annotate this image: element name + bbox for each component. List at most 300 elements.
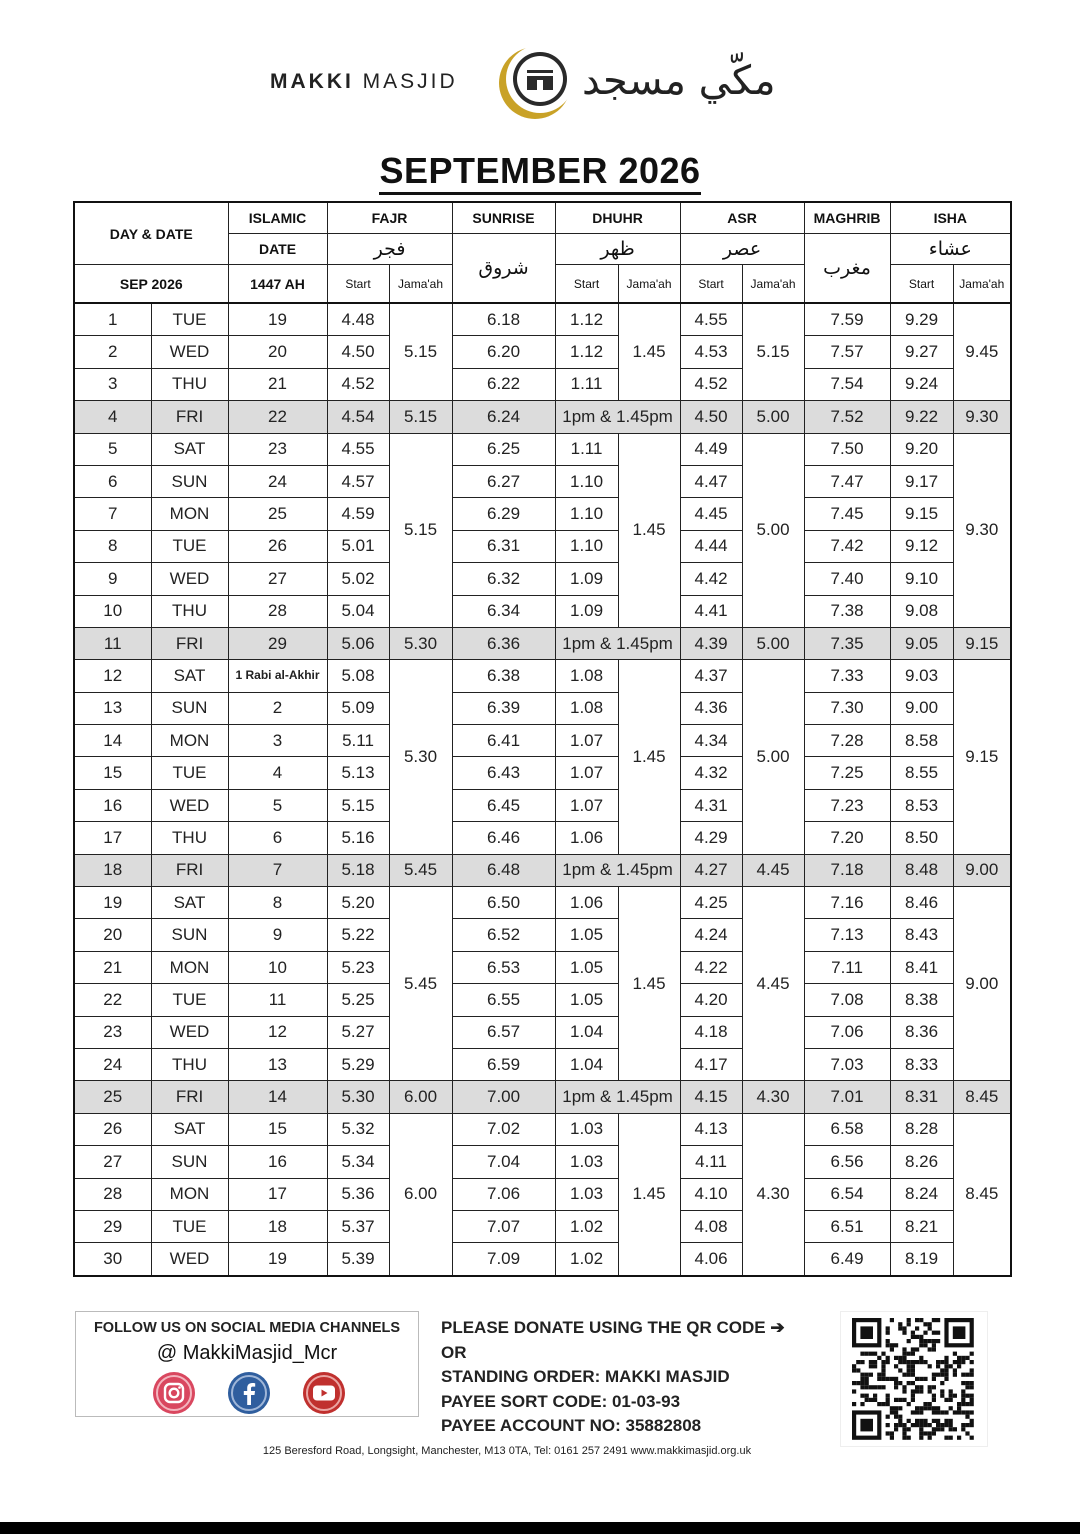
cell-fajr-jamaah: 6.00	[389, 1113, 452, 1275]
cell-fajr-jamaah: 5.15	[389, 433, 452, 627]
cell-fajr-start: 5.13	[327, 757, 389, 789]
cell-maghrib: 7.16	[804, 887, 890, 919]
cell-dhuhr-start: 1.06	[555, 822, 618, 854]
cell-date: 27	[74, 1146, 151, 1178]
cell-isha-start: 8.24	[890, 1178, 953, 1210]
cell-asr-start: 4.47	[680, 465, 742, 497]
cell-date: 8	[74, 530, 151, 562]
prayer-timetable	[73, 201, 1012, 1277]
cell-isha-start: 8.41	[890, 951, 953, 983]
cell-isha-start: 9.17	[890, 465, 953, 497]
cell-maghrib: 7.28	[804, 725, 890, 757]
cell-maghrib: 7.25	[804, 757, 890, 789]
cell-day: SAT	[151, 887, 228, 919]
cell-day: THU	[151, 595, 228, 627]
cell-date: 17	[74, 822, 151, 854]
cell-asr-start: 4.18	[680, 1016, 742, 1048]
table-row	[74, 887, 1011, 919]
cell-dhuhr-start: 1.05	[555, 984, 618, 1016]
cell-fajr-start: 4.54	[327, 401, 389, 433]
cell-day: WED	[151, 336, 228, 368]
cell-hijri: 4	[228, 757, 327, 789]
cell-hijri: 25	[228, 498, 327, 530]
cell-fajr-start: 5.34	[327, 1146, 389, 1178]
header-dhuhr-start: Start	[555, 265, 618, 304]
cell-isha-start: 9.24	[890, 368, 953, 400]
cell-asr-jamaah: 5.00	[742, 401, 804, 433]
cell-date: 7	[74, 498, 151, 530]
cell-sunrise: 6.59	[452, 1048, 555, 1080]
cell-isha-start: 8.19	[890, 1243, 953, 1276]
cell-hijri: 19	[228, 303, 327, 336]
cell-dhuhr-jamaah: 1.45	[618, 1113, 680, 1275]
cell-maghrib: 7.06	[804, 1016, 890, 1048]
cell-isha-jamaah: 8.45	[953, 1113, 1011, 1275]
cell-date: 25	[74, 1081, 151, 1113]
table-row	[74, 984, 1011, 1016]
cell-asr-start: 4.42	[680, 563, 742, 595]
cell-hijri: 23	[228, 433, 327, 465]
cell-sunrise: 6.45	[452, 789, 555, 821]
header-isha-arabic: عشاء	[890, 234, 1011, 265]
cell-dhuhr-start: 1.02	[555, 1210, 618, 1242]
cell-maghrib: 7.01	[804, 1081, 890, 1113]
cell-date: 30	[74, 1243, 151, 1276]
cell-dhuhr-start: 1.12	[555, 336, 618, 368]
cell-dhuhr-friday: 1pm & 1.45pm	[555, 1081, 680, 1113]
cell-hijri: 20	[228, 336, 327, 368]
cell-date: 28	[74, 1178, 151, 1210]
cell-asr-start: 4.17	[680, 1048, 742, 1080]
table-row	[74, 822, 1011, 854]
cell-date: 4	[74, 401, 151, 433]
cell-fajr-start: 5.36	[327, 1178, 389, 1210]
cell-isha-start: 9.22	[890, 401, 953, 433]
cell-hijri: 15	[228, 1113, 327, 1145]
cell-sunrise: 6.46	[452, 822, 555, 854]
cell-asr-start: 4.13	[680, 1113, 742, 1145]
cell-fajr-jamaah: 6.00	[389, 1081, 452, 1113]
social-title: FOLLOW US ON SOCIAL MEDIA CHANNELS	[93, 1320, 401, 1336]
cell-asr-start: 4.55	[680, 303, 742, 336]
page-header	[0, 40, 1080, 125]
cell-asr-start: 4.11	[680, 1146, 742, 1178]
cell-asr-jamaah: 4.30	[742, 1081, 804, 1113]
cell-day: FRI	[151, 1081, 228, 1113]
cell-isha-start: 8.53	[890, 789, 953, 821]
cell-fajr-start: 4.48	[327, 303, 389, 336]
cell-hijri: 16	[228, 1146, 327, 1178]
cell-dhuhr-start: 1.10	[555, 530, 618, 562]
cell-isha-jamaah: 9.15	[953, 660, 1011, 854]
cell-day: TUE	[151, 984, 228, 1016]
cell-day: WED	[151, 789, 228, 821]
page-title: SEPTEMBER 2026	[0, 150, 1080, 192]
cell-sunrise: 7.07	[452, 1210, 555, 1242]
cell-date: 18	[74, 854, 151, 886]
header-asr-start: Start	[680, 265, 742, 304]
table-row	[74, 1016, 1011, 1048]
cell-sunrise: 7.06	[452, 1178, 555, 1210]
cell-dhuhr-start: 1.09	[555, 595, 618, 627]
cell-day: TUE	[151, 303, 228, 336]
cell-asr-start: 4.08	[680, 1210, 742, 1242]
cell-fajr-jamaah: 5.30	[389, 660, 452, 854]
cell-dhuhr-start: 1.04	[555, 1016, 618, 1048]
cell-asr-start: 4.44	[680, 530, 742, 562]
cell-hijri: 19	[228, 1243, 327, 1276]
header-maghrib: MAGHRIB	[804, 202, 890, 234]
cell-isha-jamaah: 9.45	[953, 303, 1011, 401]
cell-day: SAT	[151, 1113, 228, 1145]
cell-sunrise: 7.04	[452, 1146, 555, 1178]
cell-dhuhr-start: 1.03	[555, 1178, 618, 1210]
header-fajr: FAJR	[327, 202, 452, 234]
cell-date: 6	[74, 465, 151, 497]
cell-asr-start: 4.52	[680, 368, 742, 400]
cell-sunrise: 6.25	[452, 433, 555, 465]
qr-code-icon	[841, 1312, 987, 1446]
cell-day: WED	[151, 1243, 228, 1276]
cell-fajr-jamaah: 5.30	[389, 627, 452, 659]
cell-fajr-start: 5.22	[327, 919, 389, 951]
cell-asr-jamaah: 4.45	[742, 854, 804, 886]
cell-asr-start: 4.15	[680, 1081, 742, 1113]
cell-date: 21	[74, 951, 151, 983]
cell-fajr-start: 4.52	[327, 368, 389, 400]
cell-hijri: 17	[228, 1178, 327, 1210]
cell-asr-start: 4.27	[680, 854, 742, 886]
cell-asr-jamaah: 5.00	[742, 660, 804, 854]
cell-hijri: 1 Rabi al-Akhir	[228, 660, 327, 692]
cell-asr-jamaah: 5.00	[742, 433, 804, 627]
donate-line-1: PLEASE DONATE USING THE QR CODE ➔	[441, 1318, 785, 1337]
cell-dhuhr-start: 1.07	[555, 725, 618, 757]
cell-date: 29	[74, 1210, 151, 1242]
cell-dhuhr-friday: 1pm & 1.45pm	[555, 627, 680, 659]
cell-dhuhr-start: 1.07	[555, 757, 618, 789]
social-media-box	[75, 1311, 419, 1417]
cell-isha-start: 8.31	[890, 1081, 953, 1113]
cell-dhuhr-start: 1.04	[555, 1048, 618, 1080]
cell-day: SAT	[151, 433, 228, 465]
cell-dhuhr-jamaah: 1.45	[618, 660, 680, 854]
header-date: DATE	[228, 234, 327, 265]
masjid-logo-icon	[496, 44, 574, 122]
cell-hijri: 12	[228, 1016, 327, 1048]
cell-isha-start: 9.05	[890, 627, 953, 659]
cell-fajr-start: 5.15	[327, 789, 389, 821]
cell-hijri: 7	[228, 854, 327, 886]
cell-day: SUN	[151, 919, 228, 951]
header-dhuhr: DHUHR	[555, 202, 680, 234]
cell-sunrise: 6.29	[452, 498, 555, 530]
cell-dhuhr-start: 1.02	[555, 1243, 618, 1276]
cell-dhuhr-start: 1.11	[555, 433, 618, 465]
table-row	[74, 692, 1011, 724]
cell-fajr-start: 5.01	[327, 530, 389, 562]
cell-fajr-jamaah: 5.15	[389, 401, 452, 433]
table-row	[74, 660, 1011, 692]
cell-date: 15	[74, 757, 151, 789]
cell-fajr-start: 5.37	[327, 1210, 389, 1242]
table-row	[74, 1048, 1011, 1080]
cell-fajr-start: 5.25	[327, 984, 389, 1016]
cell-sunrise: 6.55	[452, 984, 555, 1016]
table-row	[74, 1146, 1011, 1178]
cell-day: TUE	[151, 1210, 228, 1242]
cell-isha-start: 9.12	[890, 530, 953, 562]
cell-day: THU	[151, 1048, 228, 1080]
table-row	[74, 1243, 1011, 1276]
cell-maghrib: 7.03	[804, 1048, 890, 1080]
cell-fajr-start: 5.06	[327, 627, 389, 659]
cell-isha-start: 9.27	[890, 336, 953, 368]
donate-line-3: STANDING ORDER: MAKKI MASJID	[441, 1367, 730, 1386]
cell-sunrise: 7.02	[452, 1113, 555, 1145]
cell-isha-start: 9.20	[890, 433, 953, 465]
facebook-icon[interactable]	[227, 1371, 271, 1415]
cell-isha-start: 8.55	[890, 757, 953, 789]
cell-day: THU	[151, 822, 228, 854]
cell-fajr-jamaah: 5.15	[389, 303, 452, 401]
cell-sunrise: 6.48	[452, 854, 555, 886]
cell-fajr-jamaah: 5.45	[389, 854, 452, 886]
cell-asr-start: 4.25	[680, 887, 742, 919]
donation-info	[441, 1316, 785, 1439]
cell-sunrise: 6.24	[452, 401, 555, 433]
cell-hijri: 10	[228, 951, 327, 983]
table-row	[74, 563, 1011, 595]
table-row	[74, 854, 1011, 886]
cell-asr-start: 4.45	[680, 498, 742, 530]
cell-isha-start: 8.58	[890, 725, 953, 757]
cell-dhuhr-start: 1.10	[555, 465, 618, 497]
header-dhuhr-jamaah: Jama'ah	[618, 265, 680, 304]
cell-maghrib: 6.49	[804, 1243, 890, 1276]
cell-asr-start: 4.39	[680, 627, 742, 659]
table-row	[74, 1081, 1011, 1113]
cell-day: MON	[151, 1178, 228, 1210]
cell-hijri: 21	[228, 368, 327, 400]
cell-hijri: 13	[228, 1048, 327, 1080]
cell-sunrise: 6.39	[452, 692, 555, 724]
bottom-bar	[0, 1522, 1080, 1534]
cell-day: MON	[151, 498, 228, 530]
cell-hijri: 18	[228, 1210, 327, 1242]
cell-day: FRI	[151, 401, 228, 433]
cell-asr-start: 4.29	[680, 822, 742, 854]
cell-maghrib: 7.13	[804, 919, 890, 951]
cell-isha-start: 9.03	[890, 660, 953, 692]
donate-line-5: PAYEE ACCOUNT NO: 35882808	[441, 1416, 702, 1435]
cell-maghrib: 6.51	[804, 1210, 890, 1242]
cell-maghrib: 7.40	[804, 563, 890, 595]
cell-dhuhr-jamaah: 1.45	[618, 433, 680, 627]
cell-date: 16	[74, 789, 151, 821]
cell-asr-start: 4.31	[680, 789, 742, 821]
donate-line-2: OR	[441, 1342, 467, 1362]
header-isha: ISHA	[890, 202, 1011, 234]
timetable-body	[74, 303, 1011, 1276]
cell-sunrise: 6.41	[452, 725, 555, 757]
cell-hijri: 6	[228, 822, 327, 854]
header-isha-start: Start	[890, 265, 953, 304]
cell-day: MON	[151, 951, 228, 983]
cell-isha-jamaah: 9.00	[953, 887, 1011, 1081]
cell-maghrib: 7.23	[804, 789, 890, 821]
cell-fajr-start: 5.09	[327, 692, 389, 724]
cell-sunrise: 6.20	[452, 336, 555, 368]
cell-isha-jamaah: 9.30	[953, 433, 1011, 627]
cell-day: MON	[151, 725, 228, 757]
cell-dhuhr-start: 1.03	[555, 1113, 618, 1145]
cell-sunrise: 6.18	[452, 303, 555, 336]
cell-sunrise: 7.09	[452, 1243, 555, 1276]
cell-isha-start: 9.29	[890, 303, 953, 336]
cell-day: TUE	[151, 530, 228, 562]
cell-hijri: 22	[228, 401, 327, 433]
cell-day: SUN	[151, 1146, 228, 1178]
table-row	[74, 1113, 1011, 1145]
header-maghrib-arabic: مغرب	[804, 234, 890, 304]
cell-date: 20	[74, 919, 151, 951]
cell-date: 5	[74, 433, 151, 465]
cell-fajr-start: 5.32	[327, 1113, 389, 1145]
cell-date: 10	[74, 595, 151, 627]
cell-fajr-start: 5.27	[327, 1016, 389, 1048]
cell-maghrib: 7.59	[804, 303, 890, 336]
table-row	[74, 919, 1011, 951]
cell-fajr-start: 5.29	[327, 1048, 389, 1080]
cell-sunrise: 6.50	[452, 887, 555, 919]
cell-hijri: 26	[228, 530, 327, 562]
cell-sunrise: 6.36	[452, 627, 555, 659]
cell-dhuhr-start: 1.08	[555, 692, 618, 724]
header-hijri-year: 1447 AH	[228, 265, 327, 304]
cell-sunrise: 6.27	[452, 465, 555, 497]
header-islamic: ISLAMIC	[228, 202, 327, 234]
table-row	[74, 433, 1011, 465]
cell-maghrib: 6.58	[804, 1113, 890, 1145]
cell-asr-start: 4.32	[680, 757, 742, 789]
cell-date: 24	[74, 1048, 151, 1080]
donation-qr-code[interactable]	[840, 1311, 988, 1447]
cell-dhuhr-start: 1.07	[555, 789, 618, 821]
cell-isha-start: 8.33	[890, 1048, 953, 1080]
cell-maghrib: 6.56	[804, 1146, 890, 1178]
cell-isha-jamaah: 9.00	[953, 854, 1011, 886]
cell-sunrise: 6.57	[452, 1016, 555, 1048]
cell-day: SAT	[151, 660, 228, 692]
cell-fajr-start: 5.39	[327, 1243, 389, 1276]
cell-day: SUN	[151, 692, 228, 724]
header-isha-jamaah: Jama'ah	[953, 265, 1011, 304]
cell-fajr-start: 5.02	[327, 563, 389, 595]
cell-hijri: 14	[228, 1081, 327, 1113]
cell-day: FRI	[151, 854, 228, 886]
cell-dhuhr-start: 1.12	[555, 303, 618, 336]
table-row	[74, 595, 1011, 627]
cell-asr-start: 4.20	[680, 984, 742, 1016]
cell-hijri: 9	[228, 919, 327, 951]
cell-isha-start: 8.48	[890, 854, 953, 886]
cell-date: 9	[74, 563, 151, 595]
cell-fajr-start: 5.04	[327, 595, 389, 627]
cell-hijri: 11	[228, 984, 327, 1016]
cell-dhuhr-start: 1.10	[555, 498, 618, 530]
table-row	[74, 303, 1011, 336]
header-month: SEP 2026	[74, 265, 228, 304]
cell-asr-start: 4.34	[680, 725, 742, 757]
cell-date: 26	[74, 1113, 151, 1145]
cell-date: 19	[74, 887, 151, 919]
cell-fajr-start: 5.20	[327, 887, 389, 919]
cell-asr-start: 4.50	[680, 401, 742, 433]
cell-day: WED	[151, 1016, 228, 1048]
table-row	[74, 1178, 1011, 1210]
cell-isha-jamaah: 9.30	[953, 401, 1011, 433]
table-row	[74, 530, 1011, 562]
cell-date: 13	[74, 692, 151, 724]
table-row	[74, 789, 1011, 821]
cell-isha-start: 8.28	[890, 1113, 953, 1145]
cell-sunrise: 6.38	[452, 660, 555, 692]
cell-maghrib: 7.20	[804, 822, 890, 854]
cell-fajr-start: 4.57	[327, 465, 389, 497]
cell-maghrib: 7.47	[804, 465, 890, 497]
cell-dhuhr-start: 1.05	[555, 919, 618, 951]
youtube-icon[interactable]	[302, 1371, 346, 1415]
table-row	[74, 725, 1011, 757]
cell-sunrise: 6.34	[452, 595, 555, 627]
header-dhuhr-arabic: ظهر	[555, 234, 680, 265]
cell-day: THU	[151, 368, 228, 400]
header-sunrise-arabic: شروق	[452, 234, 555, 304]
cell-isha-start: 8.46	[890, 887, 953, 919]
cell-asr-jamaah: 4.30	[742, 1113, 804, 1275]
cell-dhuhr-start: 1.09	[555, 563, 618, 595]
cell-maghrib: 7.57	[804, 336, 890, 368]
brand-name-english: MAKKI MASJID	[270, 70, 458, 93]
cell-sunrise: 6.53	[452, 951, 555, 983]
cell-asr-jamaah: 5.00	[742, 627, 804, 659]
cell-dhuhr-start: 1.03	[555, 1146, 618, 1178]
cell-fajr-start: 4.59	[327, 498, 389, 530]
cell-isha-start: 9.10	[890, 563, 953, 595]
cell-asr-start: 4.53	[680, 336, 742, 368]
cell-isha-start: 9.00	[890, 692, 953, 724]
cell-maghrib: 7.33	[804, 660, 890, 692]
brand-name-arabic: مكّي مسجد	[582, 58, 776, 104]
cell-asr-start: 4.41	[680, 595, 742, 627]
table-row	[74, 1210, 1011, 1242]
cell-date: 12	[74, 660, 151, 692]
instagram-icon[interactable]	[152, 1371, 196, 1415]
header-asr-jamaah: Jama'ah	[742, 265, 804, 304]
header-fajr-jamaah: Jama'ah	[389, 265, 452, 304]
cell-isha-start: 8.26	[890, 1146, 953, 1178]
cell-isha-start: 8.36	[890, 1016, 953, 1048]
header-fajr-arabic: فجر	[327, 234, 452, 265]
cell-maghrib: 7.45	[804, 498, 890, 530]
cell-fajr-start: 4.50	[327, 336, 389, 368]
cell-maghrib: 7.11	[804, 951, 890, 983]
cell-sunrise: 6.43	[452, 757, 555, 789]
cell-sunrise: 6.31	[452, 530, 555, 562]
cell-isha-start: 9.08	[890, 595, 953, 627]
cell-dhuhr-friday: 1pm & 1.45pm	[555, 401, 680, 433]
